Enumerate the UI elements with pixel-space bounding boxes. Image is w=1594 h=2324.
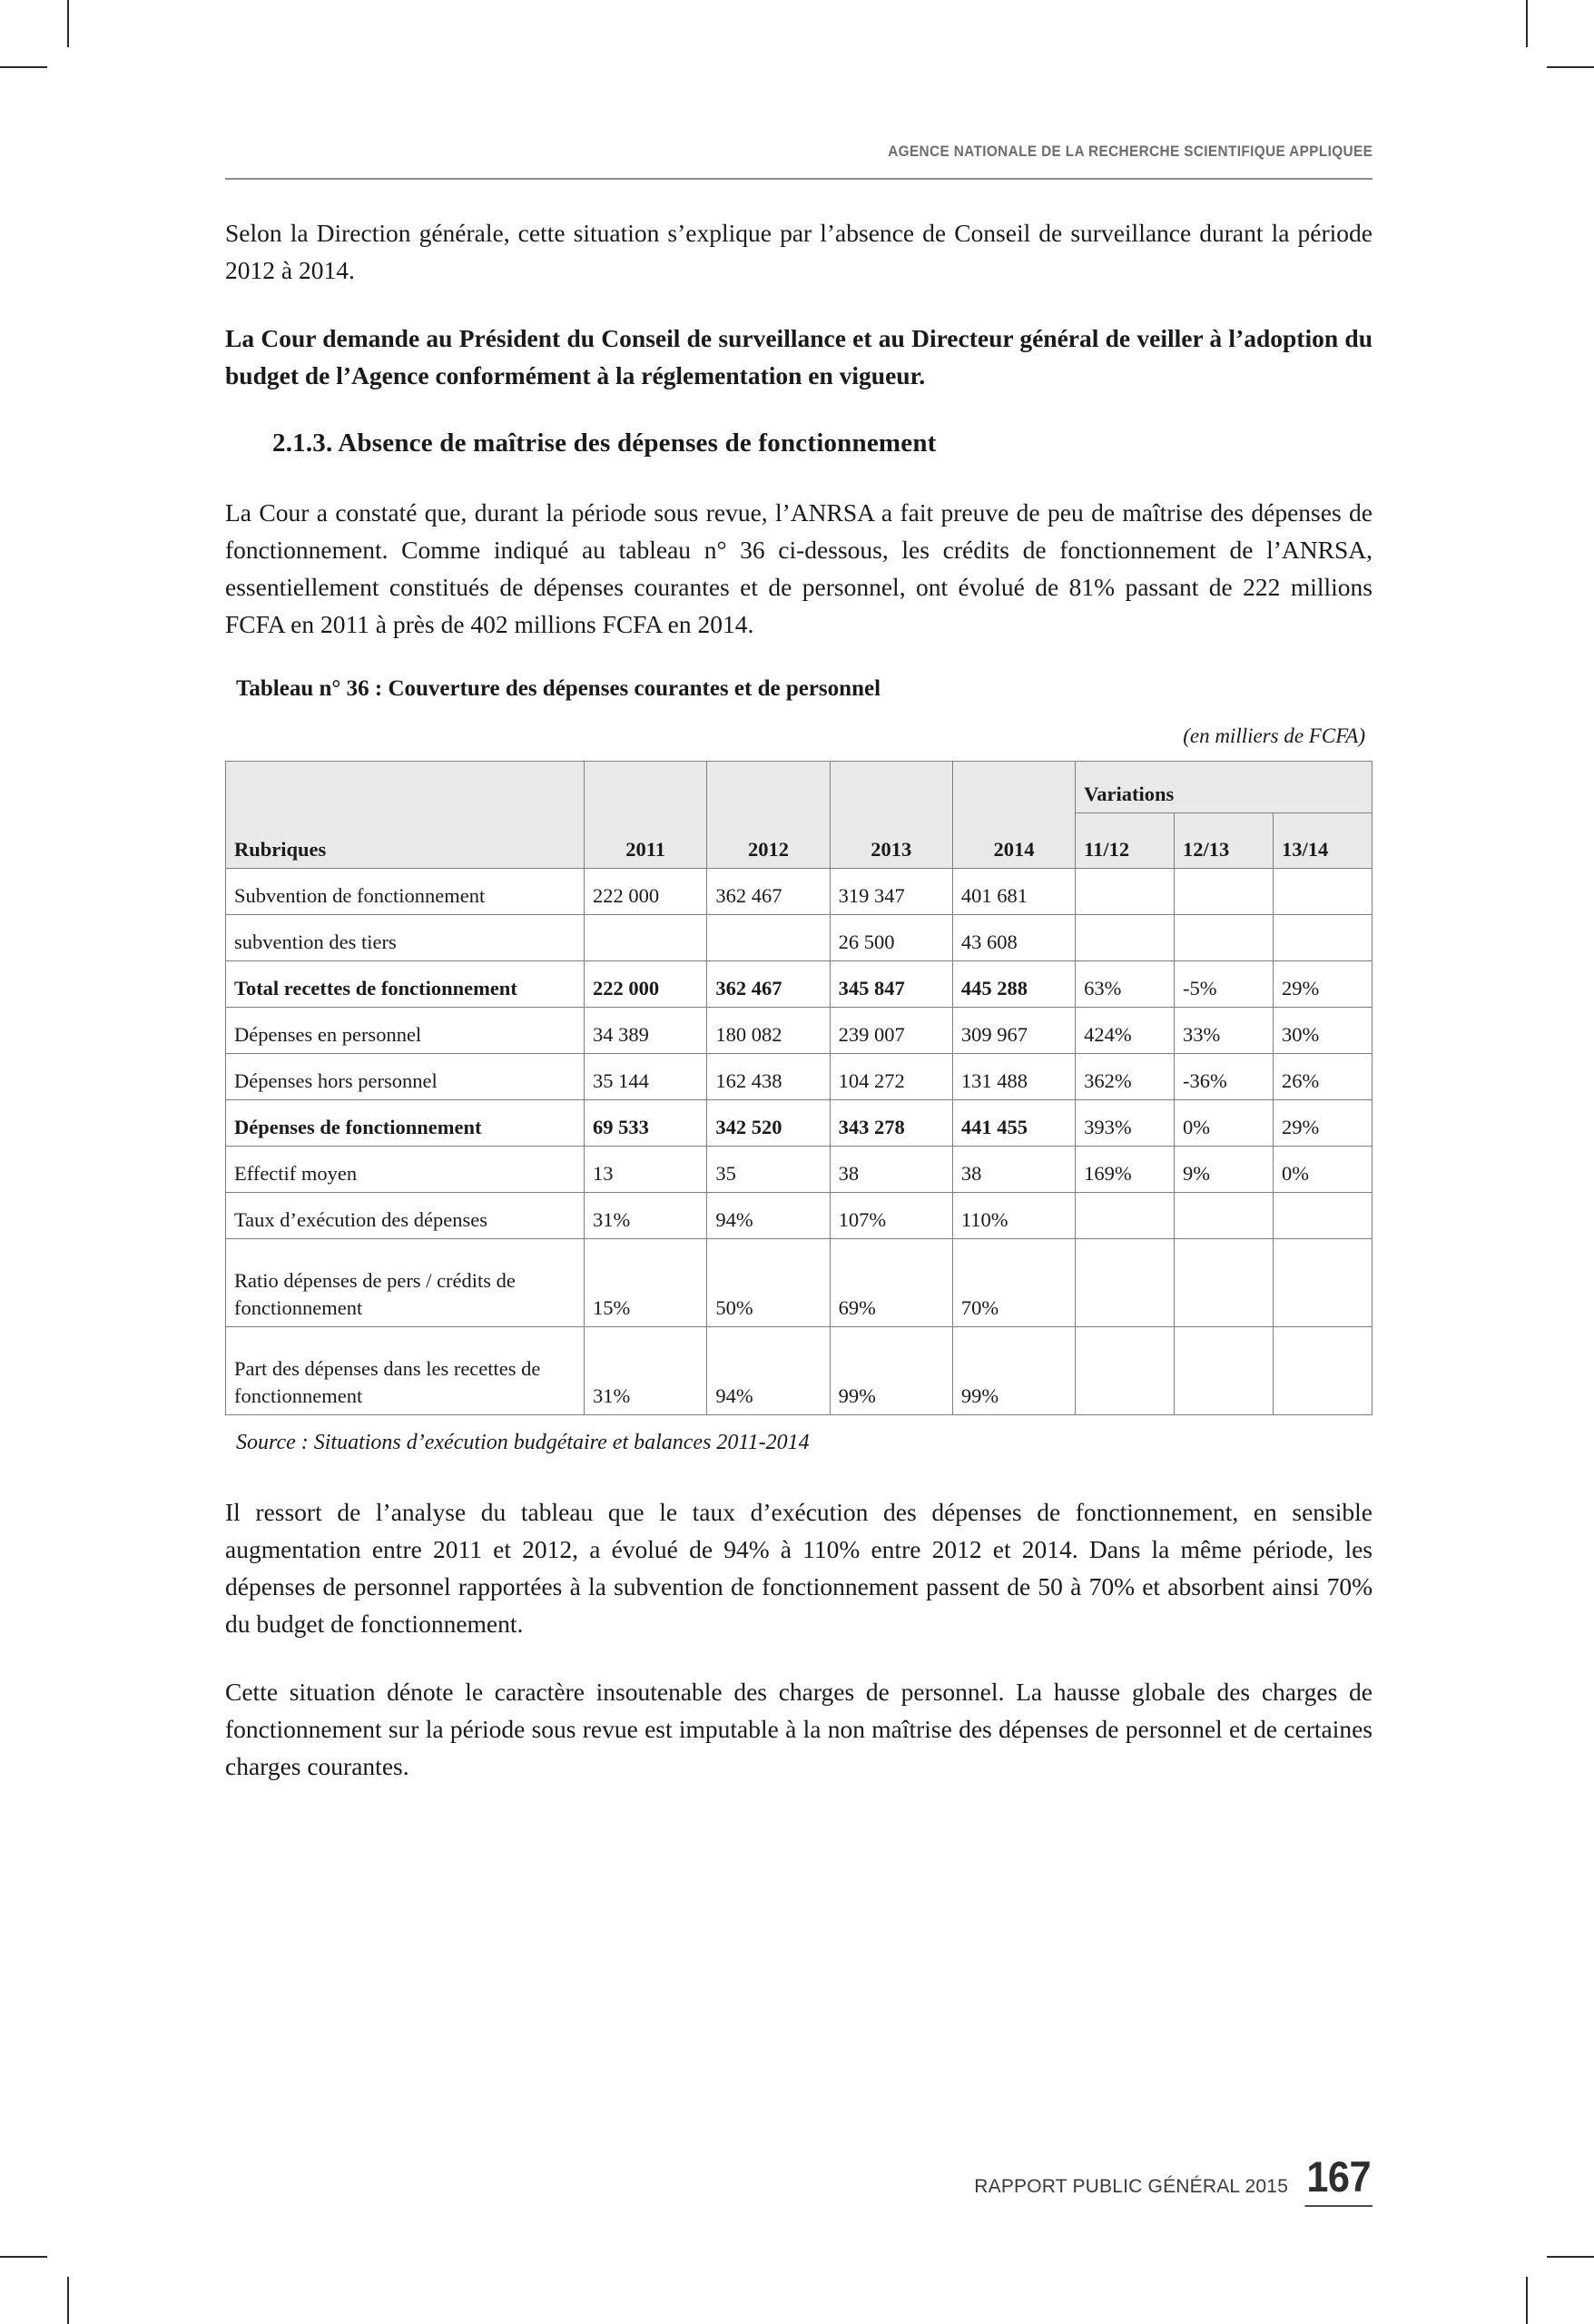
cell-value-variation xyxy=(1273,1239,1372,1327)
table-header xyxy=(226,762,1373,869)
paragraph-conclusion: Cette situation dénote le caractère insoutenable des charges de personnel. La hausse globale des charges de fonctionnement sur la période sous revue est imputable à la non maîtrise des dépenses de personnel et de certaines charges courantes. xyxy=(225,1678,1373,1780)
cell-value-variation: 0% xyxy=(1273,1147,1372,1193)
cell-value-variation xyxy=(1076,1327,1175,1415)
page-body xyxy=(225,0,1373,2324)
cell-value-year: 107% xyxy=(830,1193,952,1239)
cell-value-variation xyxy=(1076,1239,1175,1327)
table-row xyxy=(226,869,1373,915)
crop-mark-top-right-horizontal xyxy=(1547,66,1594,68)
cell-value-variation xyxy=(1076,1193,1175,1239)
cell-value-variation xyxy=(1175,1239,1274,1327)
cell-value-year: 15% xyxy=(585,1239,707,1327)
cell-value-year: 104 272 xyxy=(830,1054,952,1100)
crop-mark-bottom-right-vertical xyxy=(1526,2277,1528,2324)
cell-value-year: 401 681 xyxy=(952,869,1075,915)
cell-value-variation xyxy=(1175,869,1274,915)
cell-value-year: 180 082 xyxy=(707,1008,830,1054)
paragraph-intro: Selon la Direction générale, cette situation s’explique par l’absence de Conseil de surveillance durant la période 2012 à 2014. xyxy=(225,219,1373,284)
cell-value-year: 441 455 xyxy=(952,1100,1075,1147)
cell-value-year: 309 967 xyxy=(952,1008,1075,1054)
running-head xyxy=(225,143,1373,161)
cell-value-year: 38 xyxy=(830,1147,952,1193)
table-unit-note: (en milliers de FCFA) xyxy=(1183,724,1365,747)
cell-value-variation xyxy=(1273,915,1372,961)
row-label: Dépenses hors personnel xyxy=(226,1054,585,1100)
table-row xyxy=(226,1054,1373,1100)
cell-value-year: 35 144 xyxy=(585,1054,707,1100)
cell-value-year: 222 000 xyxy=(585,961,707,1008)
paragraph-findings: La Cour a constaté que, durant la période sous revue, l’ANRSA a fait preuve de peu de maîtrise des dépenses de fonctionnement. Comme indiqué au tableau n° 36 ci-dessous, les crédits de fonctionnement de l’ANRSA, essentiellement constitués de dépenses courantes et de personnel, ont évolué de 81% passant de 222 millions FCFA en 2011 à près de 402 millions FCFA en 2014. xyxy=(225,498,1373,638)
cell-value-variation: -36% xyxy=(1175,1054,1274,1100)
row-label: Dépenses de fonctionnement xyxy=(226,1100,585,1147)
cell-value-year xyxy=(585,915,707,961)
table-row xyxy=(226,961,1373,1008)
row-label: Taux d’exécution des dépenses xyxy=(226,1193,585,1239)
table-source-note: Source : Situations d’exécution budgétaire et balances 2011-2014 xyxy=(236,1431,810,1454)
column-header-2014: 2014 xyxy=(952,762,1075,869)
cell-value-year: 110% xyxy=(952,1193,1075,1239)
cell-value-year: 50% xyxy=(707,1239,830,1327)
cell-value-variation: 29% xyxy=(1273,1100,1372,1147)
cell-value-year: 34 389 xyxy=(585,1008,707,1054)
cell-value-year: 99% xyxy=(830,1327,952,1415)
cell-value-year: 13 xyxy=(585,1147,707,1193)
cell-value-year: 31% xyxy=(585,1327,707,1415)
crop-mark-bottom-right-horizontal xyxy=(1547,2256,1594,2258)
column-header-2013: 2013 xyxy=(830,762,952,869)
section-heading: 2.1.3. Absence de maîtrise des dépenses de fonctionnement xyxy=(272,428,937,458)
cell-value-year: 43 608 xyxy=(952,915,1075,961)
cell-value-year: 94% xyxy=(707,1327,830,1415)
cell-value-variation xyxy=(1175,1327,1274,1415)
cell-value-year: 31% xyxy=(585,1193,707,1239)
row-label: Part des dépenses dans les recettes de fonctionnement xyxy=(226,1327,585,1415)
table-row xyxy=(226,915,1373,961)
cell-value-year: 445 288 xyxy=(952,961,1075,1008)
cell-value-variation: 63% xyxy=(1076,961,1175,1008)
row-label: Subvention de fonctionnement xyxy=(226,869,585,915)
column-header-2011: 2011 xyxy=(585,762,707,869)
crop-mark-top-left-vertical xyxy=(67,0,69,47)
table-row xyxy=(226,1008,1373,1054)
cell-value-variation: -5% xyxy=(1175,961,1274,1008)
running-head-rule xyxy=(225,178,1373,180)
cell-value-year: 99% xyxy=(952,1327,1075,1415)
cell-value-year: 69% xyxy=(830,1239,952,1327)
row-label: subvention des tiers xyxy=(226,915,585,961)
crop-mark-bottom-left-vertical xyxy=(67,2277,69,2324)
table-body xyxy=(226,869,1373,1415)
cell-value-year: 342 520 xyxy=(707,1100,830,1147)
cell-value-variation: 29% xyxy=(1273,961,1372,1008)
page-number: 167 xyxy=(1305,2155,1373,2207)
crop-mark-top-left-horizontal xyxy=(0,66,47,68)
column-header-rubriques: Rubriques xyxy=(226,762,585,869)
cell-value-variation xyxy=(1273,869,1372,915)
paragraph-recommendation: La Cour demande au Président du Conseil de surveillance et au Directeur général de veiller à l’adoption du budget de l’Agence conformément à la réglementation en vigueur. xyxy=(225,324,1373,389)
cell-value-year: 343 278 xyxy=(830,1100,952,1147)
column-header-11-12: 11/12 xyxy=(1076,813,1175,869)
cell-value-year: 70% xyxy=(952,1239,1075,1327)
table-row xyxy=(226,1147,1373,1193)
post-table-text xyxy=(225,1493,1373,1785)
cell-value-year: 345 847 xyxy=(830,961,952,1008)
table-caption: Tableau n° 36 : Couverture des dépenses courantes et de personnel xyxy=(236,676,881,701)
cell-value-year: 162 438 xyxy=(707,1054,830,1100)
cell-value-year: 362 467 xyxy=(707,869,830,915)
column-header-13-14: 13/14 xyxy=(1273,813,1372,869)
cell-value-variation: 424% xyxy=(1076,1008,1175,1054)
cell-value-variation xyxy=(1175,915,1274,961)
cell-value-variation: 30% xyxy=(1273,1008,1372,1054)
cell-value-year: 38 xyxy=(952,1147,1075,1193)
cell-value-variation xyxy=(1273,1327,1372,1415)
table-row xyxy=(226,1193,1373,1239)
table-row xyxy=(226,1327,1373,1415)
cell-value-variation xyxy=(1076,869,1175,915)
cell-value-variation: 393% xyxy=(1076,1100,1175,1147)
row-label: Total recettes de fonctionnement xyxy=(226,961,585,1008)
cell-value-year: 222 000 xyxy=(585,869,707,915)
cell-value-year: 362 467 xyxy=(707,961,830,1008)
cell-value-year: 35 xyxy=(707,1147,830,1193)
cell-value-variation: 0% xyxy=(1175,1100,1274,1147)
cell-value-variation xyxy=(1273,1193,1372,1239)
cell-value-variation xyxy=(1175,1193,1274,1239)
footer-label: RAPPORT PUBLIC GÉNÉRAL 2015 xyxy=(974,2176,1289,2197)
cell-value-year: 94% xyxy=(707,1193,830,1239)
cell-value-year xyxy=(707,915,830,961)
column-header-2012: 2012 xyxy=(707,762,830,869)
cell-value-variation xyxy=(1076,915,1175,961)
cell-value-year: 26 500 xyxy=(830,915,952,961)
running-head-text: AGENCE NATIONALE DE LA RECHERCHE SCIENTIFIQUE APPLIQUEE xyxy=(888,143,1373,160)
paragraph-analysis: Il ressort de l’analyse du tableau que le taux d’exécution des dépenses de fonctionnement, en sensible augmentation entre 2011 et 2012, a évolué de 94% à 110% entre 2012 et 2014. Dans la même période, les dépenses de personnel rapportées à la subvention de fonctionnement passent de 50 à 70% et absorbent ainsi 70% du budget de fonctionnement. xyxy=(225,1498,1373,1638)
cell-value-year: 319 347 xyxy=(830,869,952,915)
cell-value-year: 131 488 xyxy=(952,1054,1075,1100)
cell-value-variation: 9% xyxy=(1175,1147,1274,1193)
cell-value-variation: 362% xyxy=(1076,1054,1175,1100)
column-header-variations-group: Variations xyxy=(1076,762,1373,813)
cell-value-variation: 26% xyxy=(1273,1054,1372,1100)
row-label: Effectif moyen xyxy=(226,1147,585,1193)
row-label: Dépenses en personnel xyxy=(226,1008,585,1054)
column-header-12-13: 12/13 xyxy=(1175,813,1274,869)
table-row xyxy=(226,1239,1373,1327)
crop-mark-bottom-left-horizontal xyxy=(0,2256,47,2258)
cell-value-year: 239 007 xyxy=(830,1008,952,1054)
crop-mark-top-right-vertical xyxy=(1526,0,1528,47)
cell-value-year: 69 533 xyxy=(585,1100,707,1147)
table-header-row-primary xyxy=(226,762,1373,813)
row-label: Ratio dépenses de pers / crédits de fonctionnement xyxy=(226,1239,585,1327)
cell-value-variation: 33% xyxy=(1175,1008,1274,1054)
content-column xyxy=(225,214,1373,1785)
cell-value-variation: 169% xyxy=(1076,1147,1175,1193)
table-row xyxy=(226,1100,1373,1147)
expenses-coverage-table xyxy=(225,761,1373,1415)
page-footer xyxy=(225,2142,1373,2324)
